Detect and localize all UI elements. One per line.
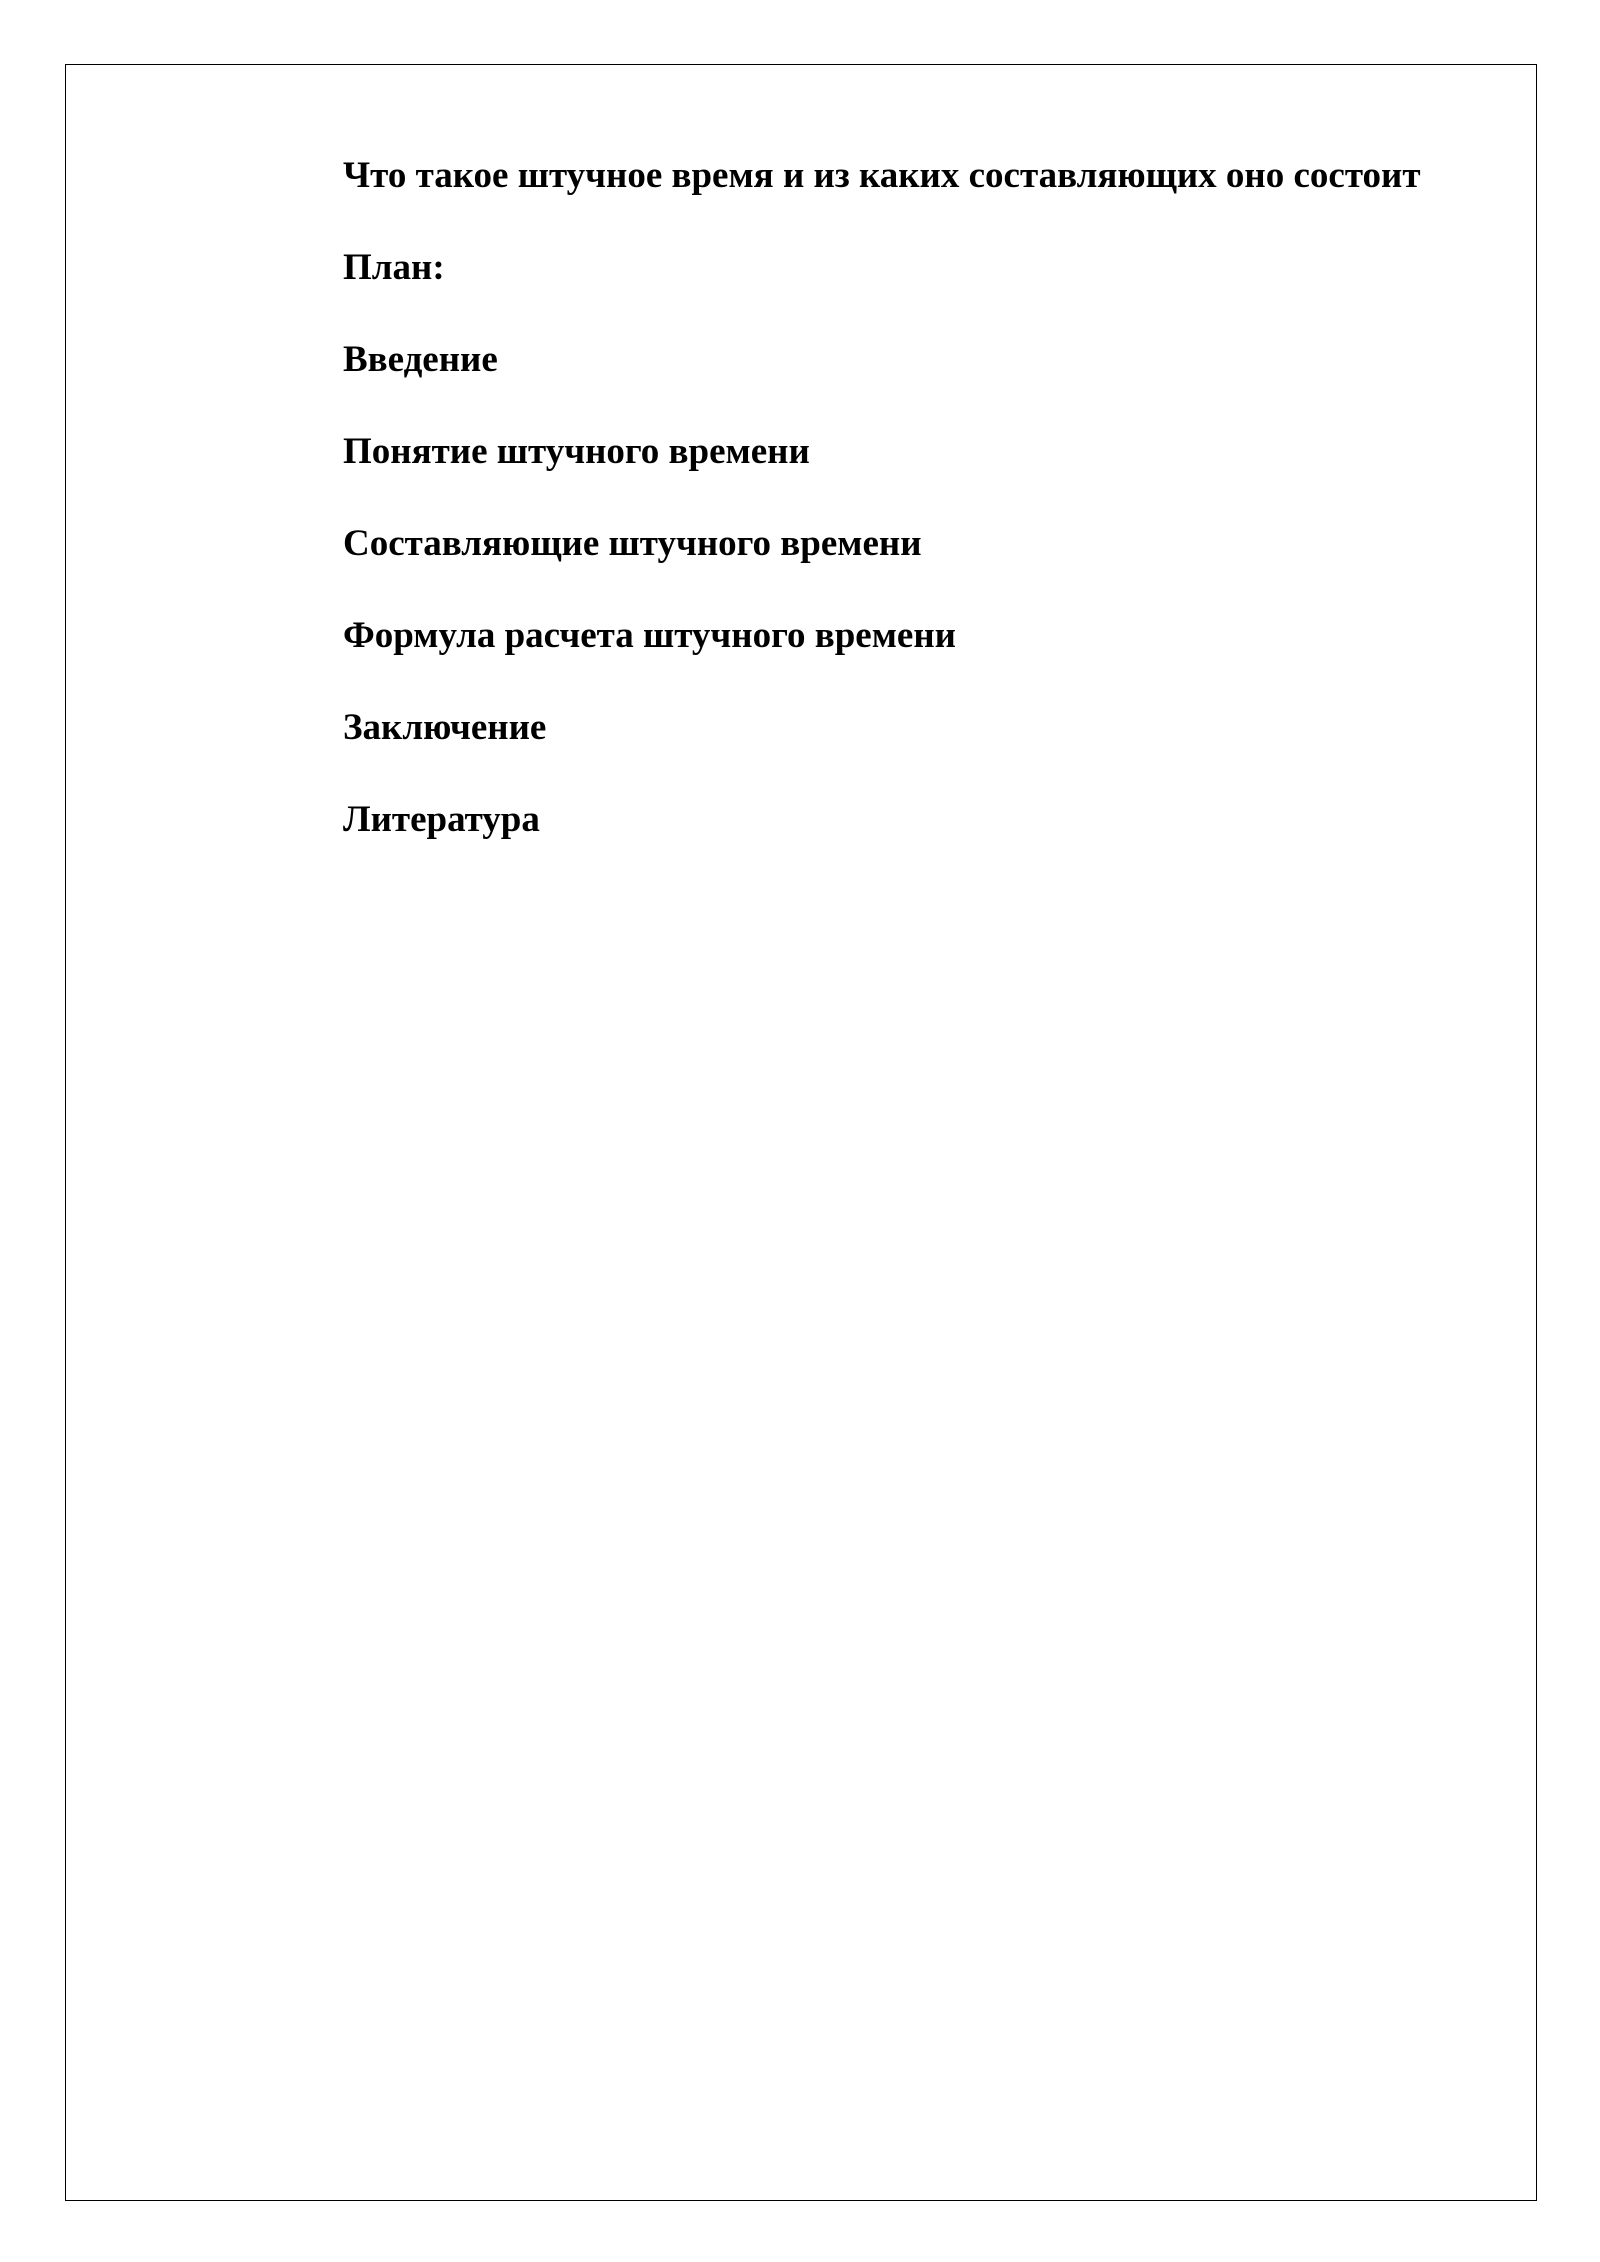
plan-heading: План:: [343, 247, 445, 288]
document-title: Что такое штучное время и из каких составляющих оно состоит: [343, 155, 1421, 196]
plan-item-conclusion: Заключение: [343, 707, 547, 748]
plan-item-introduction: Введение: [343, 339, 498, 380]
plan-item-literature: Литература: [343, 799, 540, 840]
plan-item-concept: Понятие штучного времени: [343, 431, 810, 472]
plan-item-components: Составляющие штучного времени: [343, 523, 922, 564]
page-border: [65, 64, 1537, 2201]
plan-item-formula: Формула расчета штучного времени: [343, 615, 956, 656]
